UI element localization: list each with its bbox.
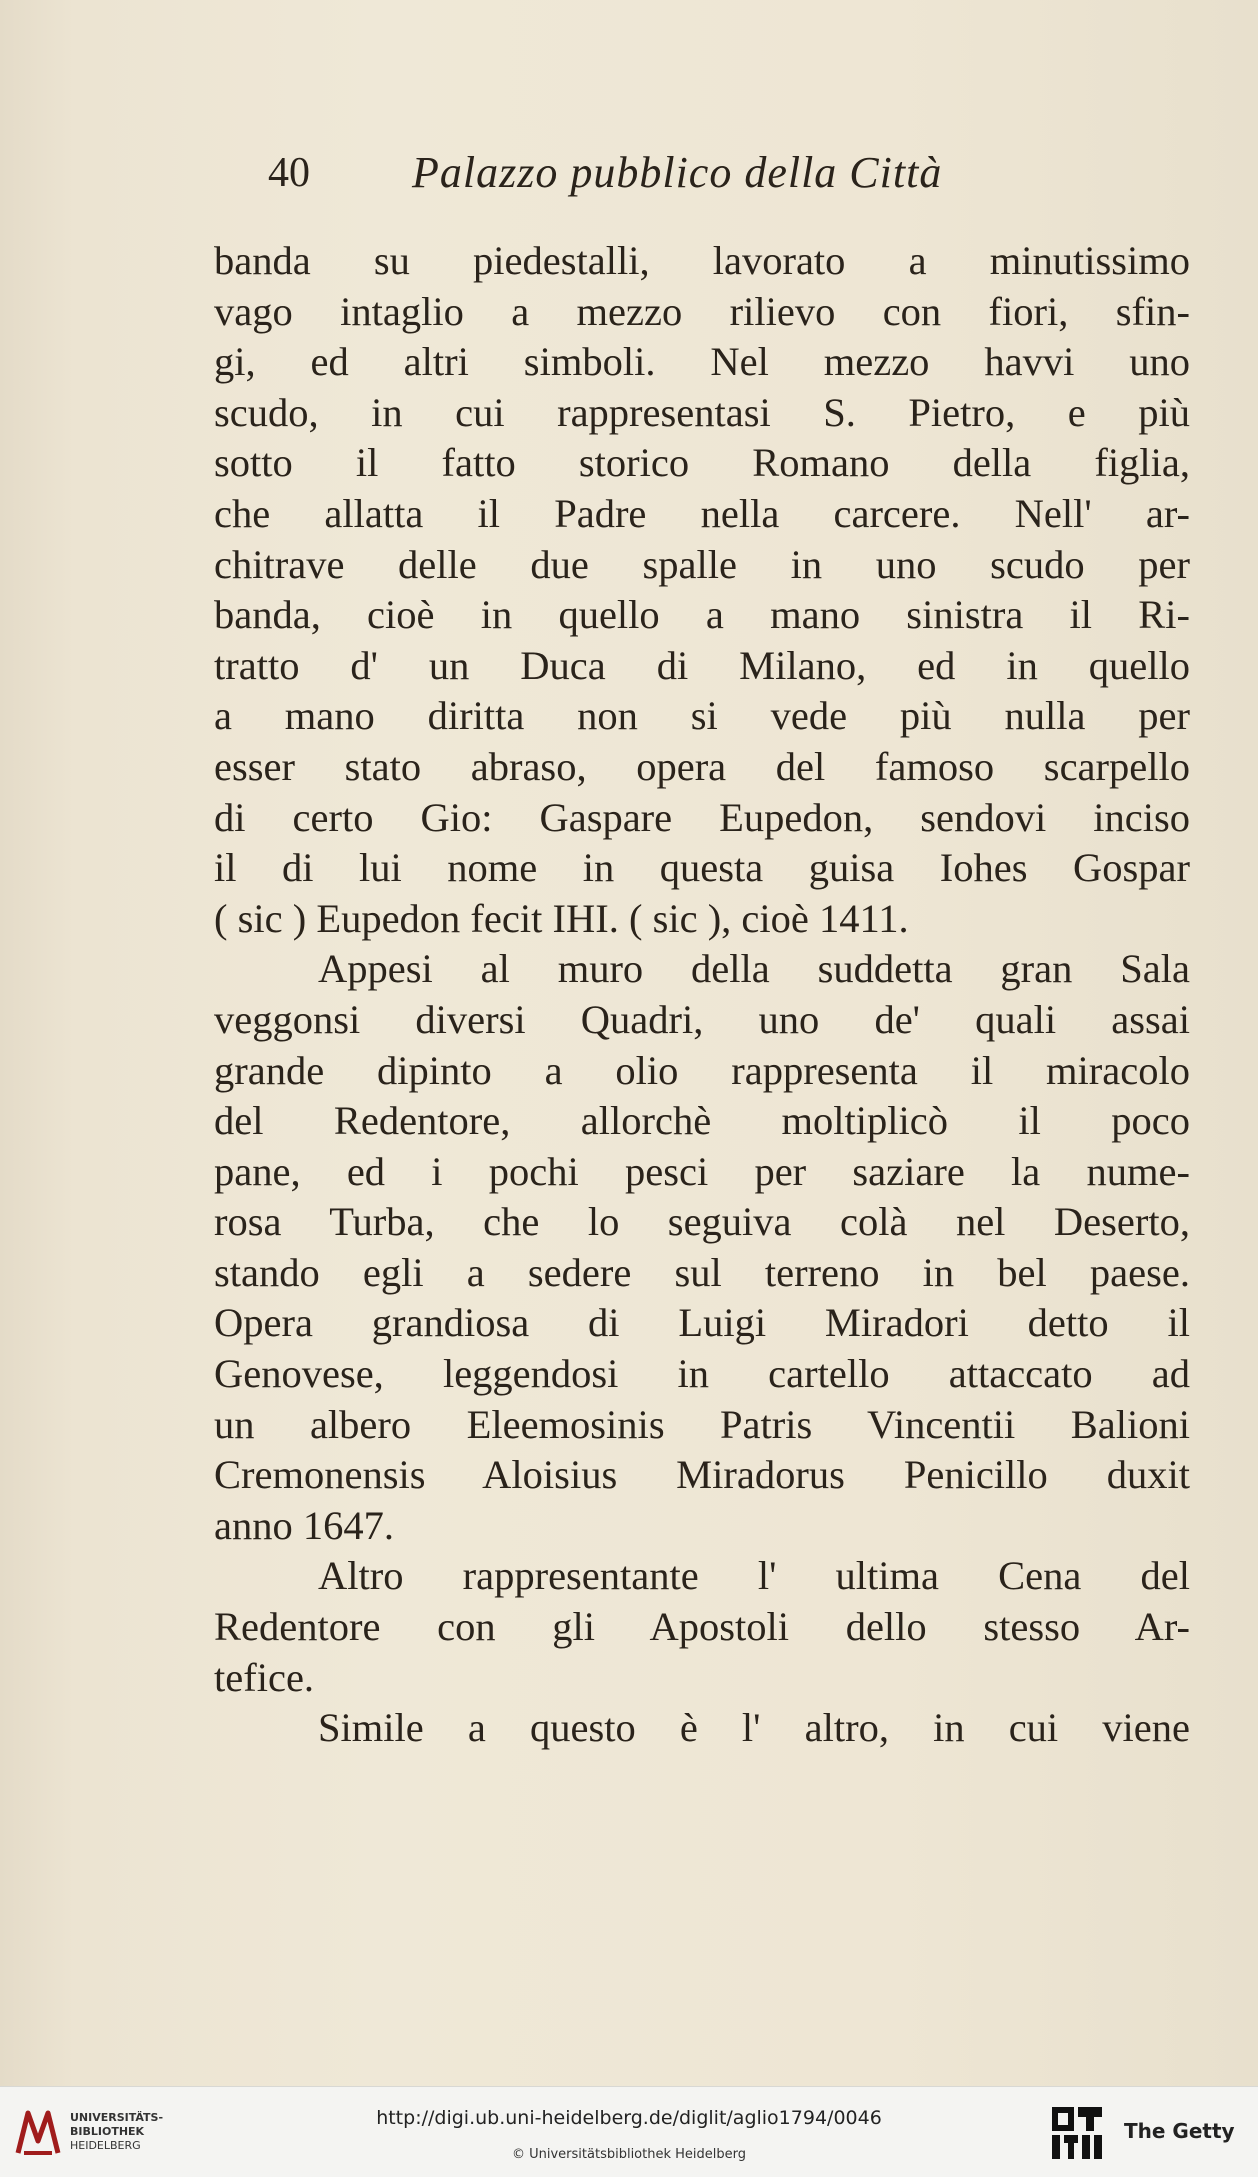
text-line: di certo Gio: Gaspare Eupedon, sendovi inciso — [214, 794, 1190, 840]
text-line: un albero Eleemosinis Patris Vincentii Balioni — [214, 1401, 1190, 1447]
text-line: a mano diritta non si vede più nulla per — [214, 693, 1190, 739]
text-line: ( sic ) Eupedon fecit IHI. ( sic ), cioè 1411. — [214, 895, 909, 941]
text-line: esser stato abraso, opera del famoso scarpello — [214, 743, 1190, 789]
getty-label: The Getty — [1124, 2119, 1235, 2143]
text-line: gi, ed altri simboli. Nel mezzo havvi uno — [214, 339, 1190, 385]
text-line: tratto d' un Duca di Milano, ed in quello — [214, 642, 1190, 688]
logo-line-3: HEIDELBERG — [70, 2139, 141, 2152]
text-line: Simile a questo è l' altro, in cui viene — [318, 1705, 1190, 1751]
running-head: Palazzo pubblico della Città — [412, 148, 943, 197]
text-line: rosa Turba, che lo seguiva colà nel Deserto, — [214, 1199, 1190, 1245]
text-line: Appesi al muro della suddetta gran Sala — [318, 946, 1190, 992]
text-line: del Redentore, allorchè moltiplicò il poco — [214, 1098, 1190, 1144]
copyright-notice: © Universitätsbibliothek Heidelberg — [511, 2147, 746, 2162]
text-line: Genovese, leggendosi in cartello attaccato ad — [214, 1351, 1190, 1397]
page-number: 40 — [268, 150, 310, 196]
text-line: veggonsi diversi Quadri, uno de' quali assai — [214, 996, 1190, 1042]
page-header — [268, 148, 1028, 198]
text-line: chitrave delle due spalle in uno scudo per — [214, 541, 1190, 587]
text-line: il di lui nome in questa guisa Iohes Gospar — [214, 845, 1190, 891]
text-line: banda su piedestalli, lavorato a minutissimo — [214, 238, 1190, 283]
footer-bar — [0, 2086, 1258, 2177]
permalink-url[interactable]: http://digi.ub.uni-heidelberg.de/diglit/aglio1794/0046 — [376, 2107, 882, 2129]
text-line: grande dipinto a olio rappresenta il miracolo — [214, 1047, 1190, 1093]
text-line: che allatta il Padre nella carcere. Nell' ar- — [214, 490, 1190, 536]
text-line: banda, cioè in quello a mano sinistra il Ri- — [214, 592, 1190, 638]
text-line: pane, ed i pochi pesci per saziare la nume- — [214, 1148, 1190, 1194]
text-line: sotto il fatto storico Romano della figlia, — [214, 440, 1190, 486]
text-line: tefice. — [214, 1654, 315, 1700]
text-line: Altro rappresentante l' ultima Cena del — [318, 1553, 1190, 1599]
text-line: vago intaglio a mezzo rilievo con fiori, sfin- — [214, 288, 1190, 334]
text-line: Cremonensis Aloisius Miradorus Penicillo duxit — [214, 1452, 1190, 1498]
text-line: Redentore con gli Apostoli dello stesso Ar- — [214, 1604, 1190, 1650]
logo-line-2: BIBLIOTHEK — [70, 2125, 145, 2138]
getty-mark-icon — [1050, 2105, 1104, 2161]
body-text — [214, 236, 1190, 1754]
logo-line-1: UNIVERSITÄTS- — [70, 2111, 164, 2124]
text-line: anno 1647. — [214, 1502, 394, 1548]
text-line: stando egli a sedere sul terreno in bel paese. — [214, 1249, 1190, 1295]
text-line: Opera grandiosa di Luigi Miradori detto il — [214, 1300, 1190, 1346]
text-line: scudo, in cui rappresentasi S. Pietro, e più — [214, 389, 1190, 435]
getty-logo[interactable] — [1050, 2103, 1240, 2163]
